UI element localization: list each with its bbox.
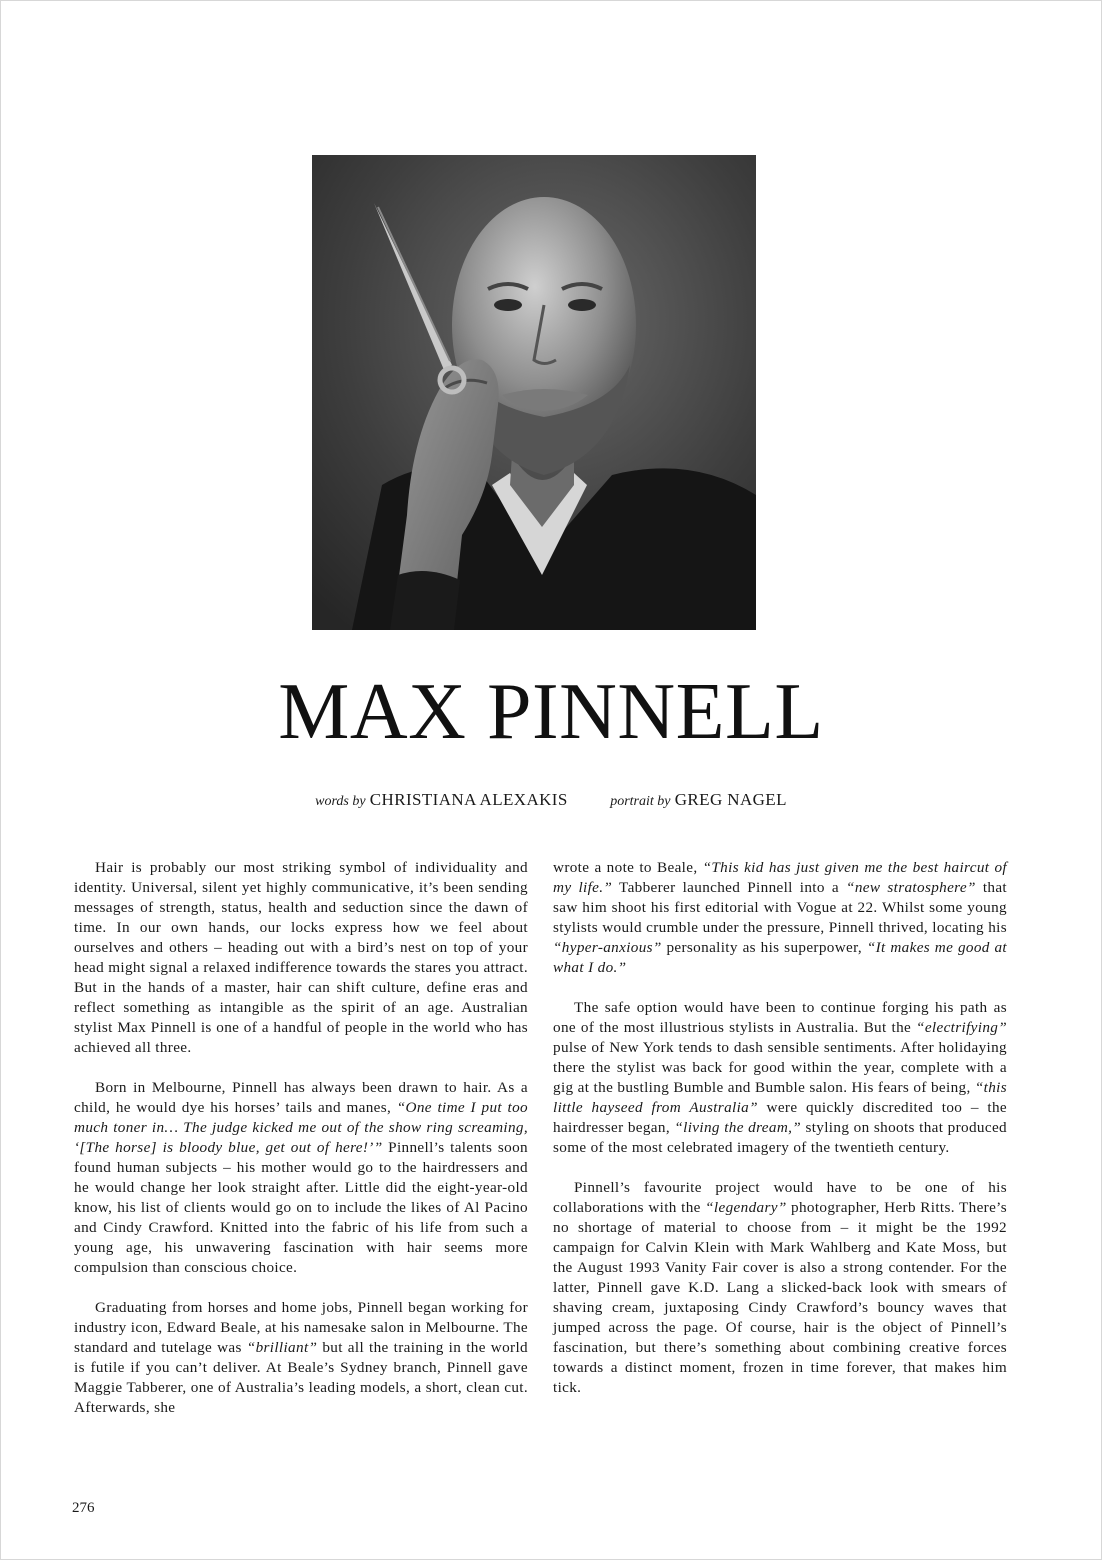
portrait-by-label: portrait by xyxy=(610,794,671,809)
paragraph: Born in Melbourne, Pinnell has always been drawn to hair. As a child, he would dye his horses’ tails and manes, “One time I put too much toner in… The judge kicked me out of the show ring screaming, ‘[The horse] is bloody blue, get out of here!’” Pinnell’s talents soon found human subjects – his mother would go to the hairdressers and he would change her look straight after. Little did the eight-year-old know, his list of clients would go on to include the likes of Al Pacino and Cindy Crawford. Knitted into the fabric of his life from such a young age, his unwavering fascination with hair seems more compulsion than conscious choice. xyxy=(74,1079,528,1276)
paragraph: The safe option would have been to continue forging his path as one of the most illustrious stylists in Australia. But the “electrifying” pulse of New York tends to dash sensible sentiments. After holidaying there the stylist was back for good within the year, complete with a gig at the bustling Bumble and Bumble salon. His fears of being, “this little hayseed from Australia” were quickly discredited too – the hairdresser began, “living the dream,” styling on shoots that produced some of the most celebrated imagery of the twentieth century. xyxy=(553,999,1008,1156)
body-column-left xyxy=(74,858,528,1438)
paragraph: Pinnell’s favourite project would have to be one of his collaborations with the “legendary” photographer, Herb Ritts. There’s no shortage of material to choose from – it might be the 1992 campaign for Calvin Klein with Mark Wahlberg and Kate Moss, but the August 1993 Vanity Fair cover is also a strong contender. For the latter, Pinnell gave K.D. Lang a slicked-back look with smears of shaving cream, juxtaposing Cindy Crawford’s bouncy waves that jumped across the page. Of course, hair is the object of Pinnell’s fascination, but there’s something about combining creative forces towards a distinct moment, frozen in time forever, that makes him tick. xyxy=(553,1179,1007,1396)
page-number: 276 xyxy=(72,1500,95,1516)
author-name: CHRISTIANA ALEXAKIS xyxy=(369,790,568,809)
portrait-illustration xyxy=(312,155,756,630)
article-title: MAX PINNELL xyxy=(278,668,824,756)
paragraph: wrote a note to Beale, “This kid has just given me the best haircut of my life.” Tabberer launched Pinnell into a “new stratosphere” that saw him shoot his first editorial with Vogue at 22. Whilst some young stylists would crumble under the pressure, Pinnell thrived, locating his “hyper-anxious” personality as his superpower, “It makes me good at what I do.” xyxy=(553,859,1007,976)
byline xyxy=(0,790,1102,810)
words-by-label: words by xyxy=(315,794,366,809)
body-column-right xyxy=(553,858,1007,1418)
paragraph: Hair is probably our most striking symbol of individuality and identity. Universal, silent yet highly communicative, it’s been sending messages of strength, status, health and seduction since the dawn of time. In our own hands, our locks express how we feel about ourselves and others – heading out with a bird’s nest on top of your head might signal a relaxed indifference towards the stares you attract. But in the hands of a master, hair can shift culture, define eras and reflect something as intangible as the spirit of an age. Australian stylist Max Pinnell is one of a handful of people in the world who has achieved all three. xyxy=(74,859,528,1056)
portrait-photo xyxy=(312,155,756,630)
paragraph: Graduating from horses and home jobs, Pinnell began working for industry icon, Edward Beale, at his namesake salon in Melbourne. The standard and tutelage was “brilliant” but all the training in the world is futile if you can’t deliver. At Beale’s Sydney branch, Pinnell gave Maggie Tabberer, one of Australia’s leading models, a short, clean cut. Afterwards, she xyxy=(74,1299,528,1416)
photographer-name: GREG NAGEL xyxy=(674,790,787,809)
